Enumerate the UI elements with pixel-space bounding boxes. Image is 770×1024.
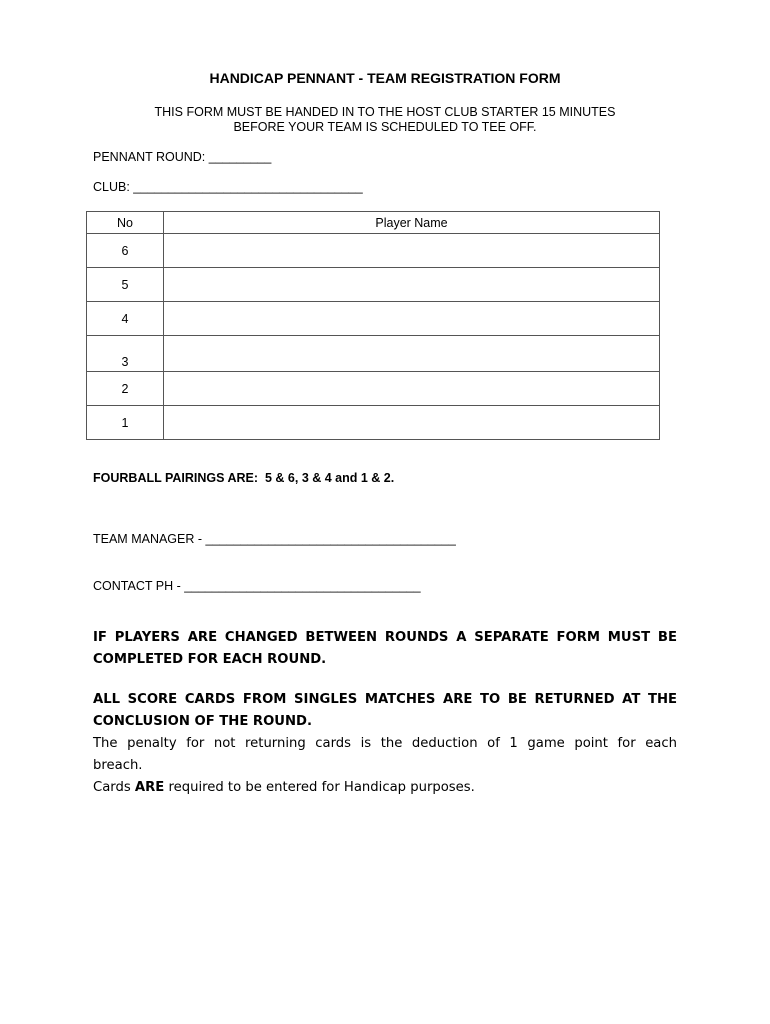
header-no: No bbox=[87, 212, 164, 234]
player-name-cell[interactable] bbox=[164, 372, 660, 406]
header-player-name: Player Name bbox=[164, 212, 660, 234]
table-row bbox=[87, 234, 660, 268]
pennant-round-field[interactable]: PENNANT ROUND: _________ bbox=[93, 150, 272, 164]
score-cards-line-2: CONCLUSION OF THE ROUND. bbox=[93, 714, 312, 729]
row-number: 4 bbox=[87, 302, 164, 336]
table-row bbox=[87, 302, 660, 336]
cards-emphasis: ARE bbox=[134, 780, 165, 795]
penalty-line-1: The penalty for not returning cards is the deduction of 1 game point for each bbox=[93, 736, 677, 751]
player-name-cell[interactable] bbox=[164, 302, 660, 336]
table-row bbox=[87, 372, 660, 406]
notice-line-2: BEFORE YOUR TEAM IS SCHEDULED TO TEE OFF. bbox=[233, 120, 537, 134]
score-cards-line-1: ALL SCORE CARDS FROM SINGLES MATCHES ARE TO BE RETURNED AT THE bbox=[93, 692, 677, 707]
players-changed-line-2: COMPLETED FOR EACH ROUND. bbox=[93, 652, 327, 667]
row-number: 3 bbox=[87, 336, 164, 372]
submission-notice bbox=[0, 105, 770, 135]
table-row bbox=[87, 406, 660, 440]
cards-prefix: Cards bbox=[93, 780, 135, 795]
fourball-pairings: FOURBALL PAIRINGS ARE: 5 & 6, 3 & 4 and 1 & 2. bbox=[93, 471, 395, 485]
player-table bbox=[86, 211, 660, 440]
player-name-cell[interactable] bbox=[164, 406, 660, 440]
contact-phone-field[interactable]: CONTACT PH - __________________________________ bbox=[93, 579, 421, 593]
club-field[interactable]: CLUB: _________________________________ bbox=[93, 180, 363, 194]
row-number: 6 bbox=[87, 234, 164, 268]
cards-suffix: required to be entered for Handicap purposes. bbox=[164, 780, 475, 795]
table-row bbox=[87, 336, 660, 372]
notice-line-1: THIS FORM MUST BE HANDED IN TO THE HOST CLUB STARTER 15 MINUTES bbox=[154, 105, 616, 119]
player-name-cell[interactable] bbox=[164, 336, 660, 372]
player-name-cell[interactable] bbox=[164, 234, 660, 268]
table-row bbox=[87, 268, 660, 302]
score-cards-notice bbox=[93, 689, 677, 799]
penalty-line-2: breach. bbox=[93, 758, 143, 773]
player-name-cell[interactable] bbox=[164, 268, 660, 302]
row-number: 5 bbox=[87, 268, 164, 302]
team-manager-field[interactable]: TEAM MANAGER - ____________________________________ bbox=[93, 532, 456, 546]
row-number: 2 bbox=[87, 372, 164, 406]
form-title: HANDICAP PENNANT - TEAM REGISTRATION FORM bbox=[209, 70, 561, 86]
players-changed-line-1: IF PLAYERS ARE CHANGED BETWEEN ROUNDS A SEPARATE FORM MUST BE bbox=[93, 630, 677, 645]
table-header-row bbox=[87, 212, 660, 234]
cards-required-line bbox=[93, 777, 677, 799]
row-number: 1 bbox=[87, 406, 164, 440]
players-changed-notice bbox=[93, 627, 677, 671]
